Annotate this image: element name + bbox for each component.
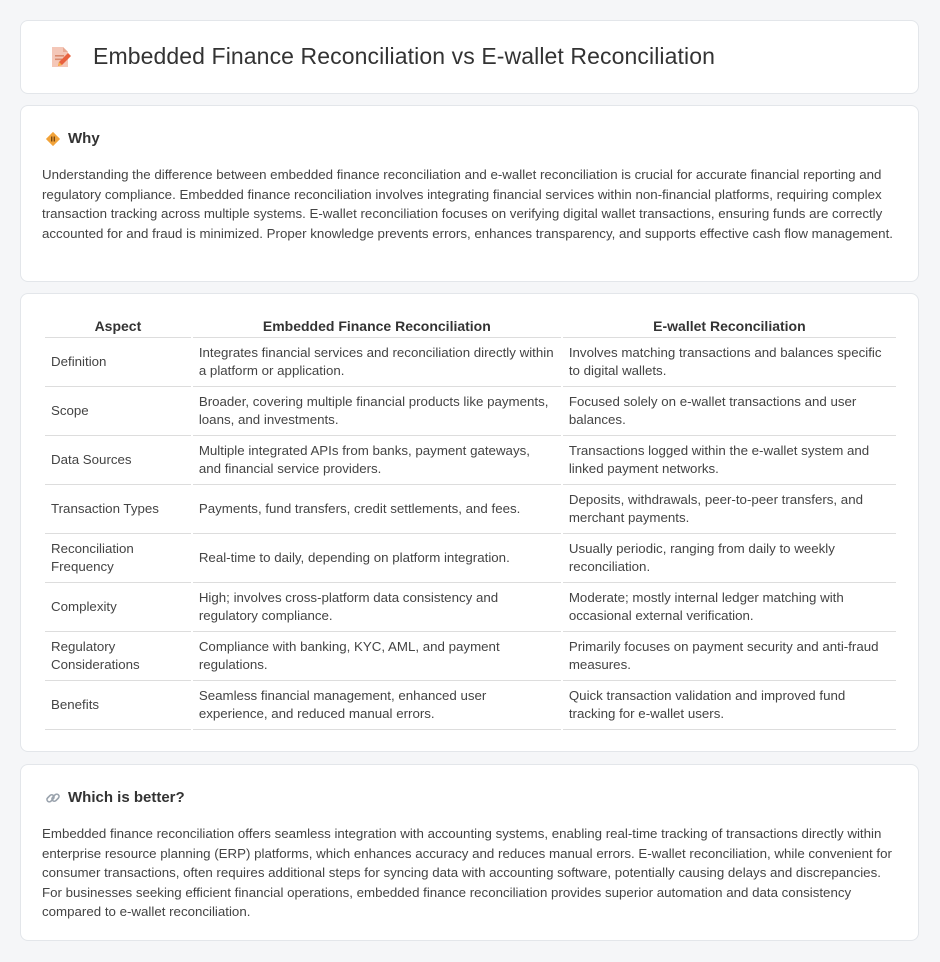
- title-card: [20, 20, 919, 94]
- aspect-cell: Scope: [45, 387, 191, 436]
- table-row: [45, 387, 896, 436]
- ewallet-cell: Moderate; mostly internal ledger matching with occasional external verification.: [563, 583, 896, 632]
- why-text: Understanding the difference between embedded finance reconciliation and e-wallet reconciliation is crucial for accurate financial reporting and regulatory compliance. Embedded finance reconciliation involves integrating financial services within non-financial platforms, requiring complex transaction tracking across multiple systems. E-wallet reconciliation focuses on verifying digital wallet transactions, ensuring funds are correctly accounted for and fraud is minimized. Proper knowledge prevents errors, enhances transparency, and supports effective cash flow management.: [42, 167, 893, 241]
- table-row: [45, 485, 896, 534]
- ewallet-cell: Involves matching transactions and balances specific to digital wallets.: [563, 338, 896, 387]
- table-row: [45, 583, 896, 632]
- why-section: [20, 105, 919, 282]
- embedded-cell: Integrates financial services and reconciliation directly within a platform or application.: [193, 338, 561, 387]
- ewallet-cell: Deposits, withdrawals, peer-to-peer transfers, and merchant payments.: [563, 485, 896, 534]
- link-icon: [45, 790, 61, 806]
- which-is-better-section: [20, 764, 919, 941]
- title-row: [47, 43, 715, 70]
- embedded-cell: Seamless financial management, enhanced user experience, and reduced manual errors.: [193, 681, 561, 730]
- better-title: Which is better?: [68, 789, 185, 806]
- column-header-ewallet: E-wallet Reconciliation: [563, 316, 896, 338]
- aspect-cell: Definition: [45, 338, 191, 387]
- table-row: [45, 436, 896, 485]
- why-header: [45, 130, 100, 147]
- embedded-cell: Real-time to daily, depending on platform integration.: [193, 534, 561, 583]
- aspect-cell: Regulatory Considerations: [45, 632, 191, 681]
- comparison-section: [20, 293, 919, 752]
- table-row: [45, 338, 896, 387]
- aspect-cell: Reconciliation Frequency: [45, 534, 191, 583]
- embedded-cell: Multiple integrated APIs from banks, payment gateways, and financial service providers.: [193, 436, 561, 485]
- embedded-cell: Compliance with banking, KYC, AML, and payment regulations.: [193, 632, 561, 681]
- aspect-cell: Complexity: [45, 583, 191, 632]
- embedded-cell: High; involves cross-platform data consistency and regulatory compliance.: [193, 583, 561, 632]
- aspect-cell: Benefits: [45, 681, 191, 730]
- why-title: Why: [68, 130, 100, 147]
- better-header: [45, 789, 185, 806]
- column-header-embedded: Embedded Finance Reconciliation: [193, 316, 561, 338]
- ewallet-cell: Usually periodic, ranging from daily to weekly reconciliation.: [563, 534, 896, 583]
- embedded-cell: Payments, fund transfers, credit settlements, and fees.: [193, 485, 561, 534]
- embedded-cell: Broader, covering multiple financial products like payments, loans, and investments.: [193, 387, 561, 436]
- column-header-aspect: Aspect: [45, 316, 191, 338]
- table-row: [45, 681, 896, 730]
- ewallet-cell: Focused solely on e-wallet transactions and user balances.: [563, 387, 896, 436]
- page-title: Embedded Finance Reconciliation vs E-wallet Reconciliation: [93, 43, 716, 69]
- table-row: [45, 632, 896, 681]
- diamond-sign-icon: [45, 131, 61, 147]
- aspect-cell: Data Sources: [45, 436, 191, 485]
- ewallet-cell: Transactions logged within the e-wallet system and linked payment networks.: [563, 436, 896, 485]
- better-text: Embedded finance reconciliation offers seamless integration with accounting systems, enabling real-time tracking of transactions directly within enterprise resource planning (ERP) platforms, which enhances accuracy and reduces manual errors. E-wallet reconciliation, while convenient for consumer transactions, often requires additional steps for syncing data with accounting software, potentially causing delays and discrepancies. For businesses seeking efficient financial operations, embedded finance reconciliation provides superior automation and data consistency compared to e-wallet reconciliation.: [42, 826, 892, 920]
- aspect-cell: Transaction Types: [45, 485, 191, 534]
- comparison-table: [43, 316, 898, 730]
- ewallet-cell: Primarily focuses on payment security and anti-fraud measures.: [563, 632, 896, 681]
- document-edit-icon: [47, 44, 73, 70]
- table-row: [45, 534, 896, 583]
- table-header-row: [45, 316, 896, 338]
- ewallet-cell: Quick transaction validation and improved fund tracking for e-wallet users.: [563, 681, 896, 730]
